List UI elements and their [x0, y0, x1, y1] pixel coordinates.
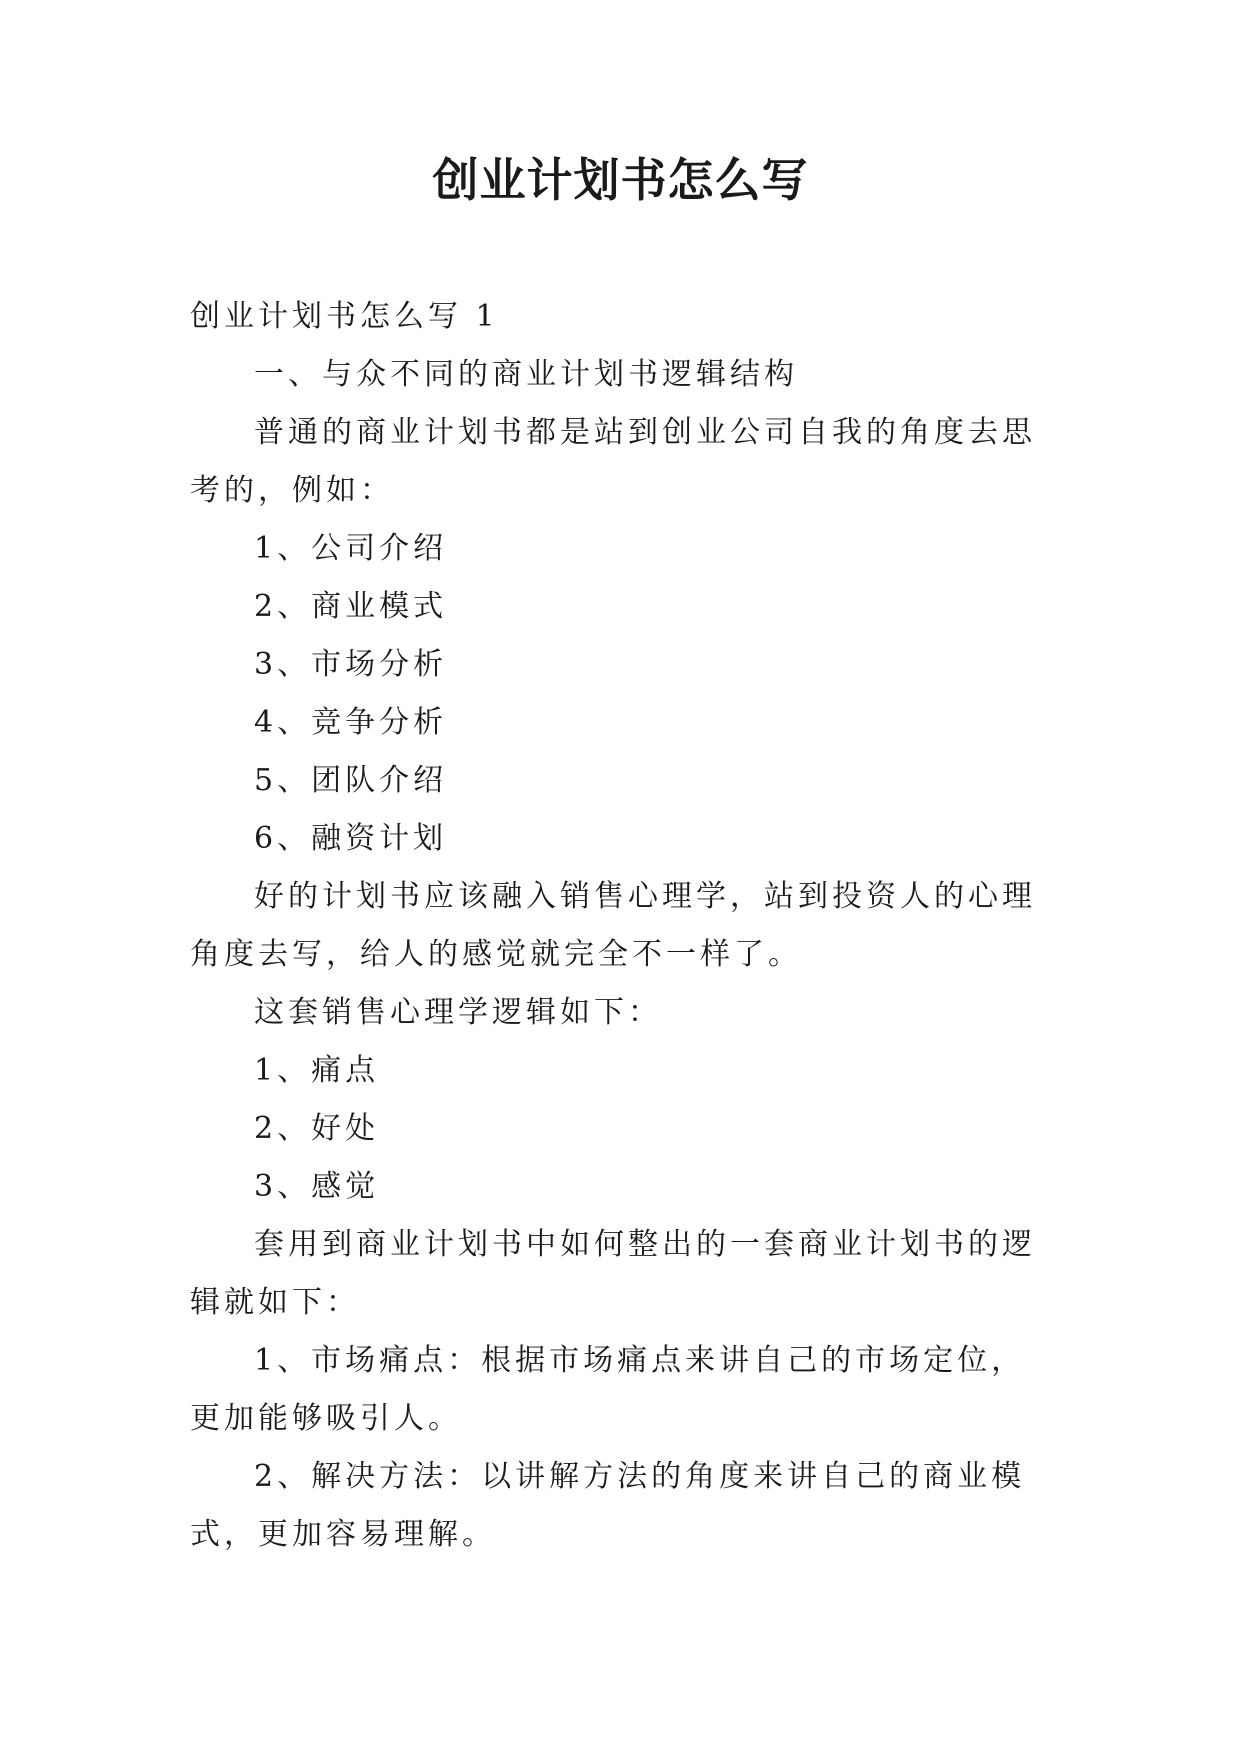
list-item: 3、感觉	[254, 1169, 380, 1204]
list-item: 1、市场痛点：根据市场痛点来讲自己的市场定位，更加能够吸引人。	[190, 1343, 1026, 1436]
list-item: 2、好处	[254, 1111, 380, 1146]
document-title: 创业计划书怎么写	[432, 153, 809, 207]
section-heading: 创业计划书怎么写 1	[190, 299, 499, 334]
list-item: 6、融资计划	[254, 821, 448, 856]
list-item: 1、痛点	[254, 1053, 380, 1088]
list-item: 2、解决方法：以讲解方法的角度来讲自己的商业模式，更加容易理解。	[190, 1459, 1026, 1552]
paragraph-heading-1: 一、与众不同的商业计划书逻辑结构	[254, 357, 798, 392]
paragraph: 这套销售心理学逻辑如下：	[254, 995, 662, 1030]
list-item: 4、竞争分析	[254, 705, 448, 740]
list-item: 5、团队介绍	[254, 763, 448, 798]
list-item: 2、商业模式	[254, 589, 448, 624]
paragraph: 普通的商业计划书都是站到创业公司自我的角度去思考的，例如：	[190, 415, 1036, 508]
list-item: 1、公司介绍	[254, 531, 448, 566]
document-body	[190, 288, 1050, 1564]
list-item: 3、市场分析	[254, 647, 448, 682]
paragraph: 好的计划书应该融入销售心理学，站到投资人的心理角度去写，给人的感觉就完全不一样了。	[190, 879, 1036, 972]
paragraph: 套用到商业计划书中如何整出的一套商业计划书的逻辑就如下：	[190, 1227, 1036, 1320]
